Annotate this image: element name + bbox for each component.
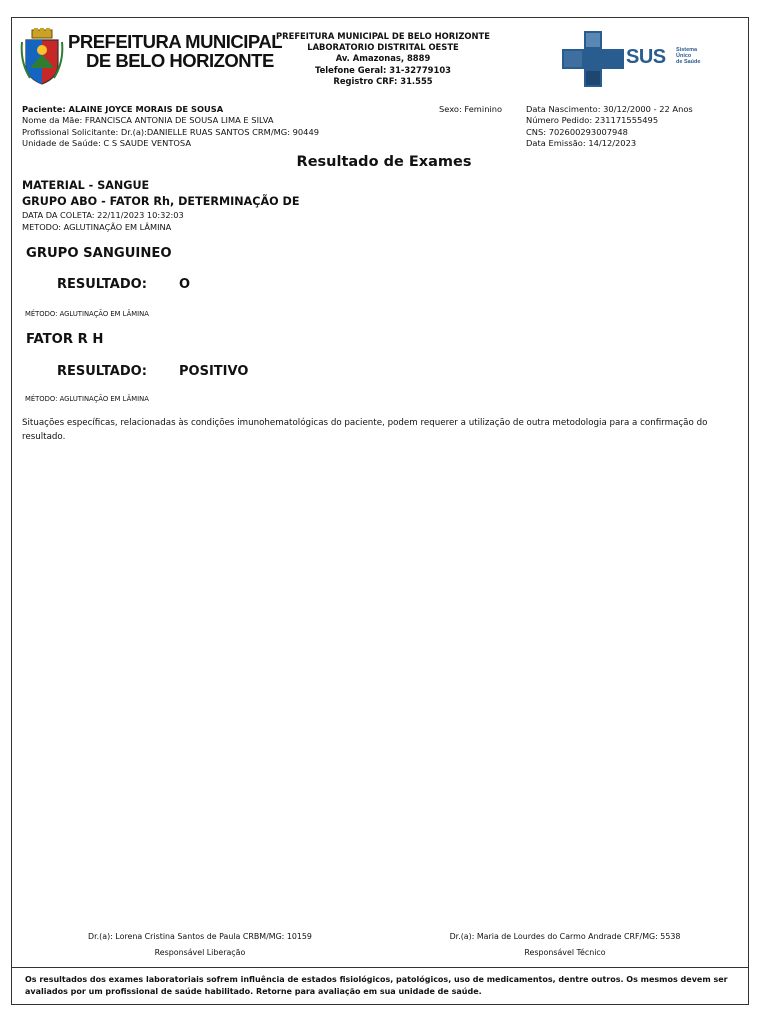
collection-date: DATA DA COLETA: 22/11/2023 10:32:03 [22, 210, 184, 220]
sus-sub-1: Sistema [676, 47, 698, 53]
lab-name: LABORATORIO DISTRITAL OESTE [307, 42, 459, 53]
mother-name: Nome da Mãe: FRANCISCA ANTONIA DE SOUSA LIMA E SILVA [22, 115, 274, 126]
birth-date: Data Nascimento: 30/12/2000 - 22 Anos [526, 104, 693, 114]
result-value-blood-group: O [179, 277, 191, 292]
footer-disclaimer: Os resultados dos exames laboratoriais sofrem influência de estados fisiológicos, patológicos, uso de medicamentos, dentre outros. Os mesmos devem ser avaliados por um profissional de saúde habilitado. Retorne para avaliação em sua unidade de saúde. [25, 975, 728, 996]
exam-method: METODO: AGLUTINAÇÃO EM LÂMINA [22, 222, 172, 232]
requesting-professional: Profissional Solicitante: Dr.(a):DANIELLE RUAS SANTOS CRM/MG: 90449 [22, 126, 320, 137]
footer-divider [11, 967, 749, 968]
page-title: Resultado de Exames [296, 154, 472, 170]
cns-number: CNS: 702600293007948 [526, 126, 628, 137]
patient-info-left [22, 104, 319, 149]
org-name: PREFEITURA MUNICIPAL DE BELO HORIZONTE [276, 31, 490, 41]
coat-of-arms-icon [20, 28, 64, 88]
signature-release [50, 929, 350, 960]
signature-technical [415, 929, 715, 960]
section-rh-factor: FATOR R H [26, 332, 104, 347]
health-unit: Unidade de Saúde: C S SAUDE VENTOSA [22, 137, 192, 148]
sus-logo [562, 31, 710, 87]
pbh-logo-line2: DE BELO HORIZONTE [86, 50, 274, 71]
lab-phone: Telefone Geral: 31-32779103 [314, 64, 451, 75]
pbh-logo [20, 28, 283, 90]
section-blood-group: GRUPO SANGUINEO [26, 246, 172, 261]
patient-sex [439, 104, 502, 115]
issue-date: Data Emissão: 14/12/2023 [526, 137, 637, 148]
patient-info-right [526, 104, 693, 149]
exam-material: MATERIAL - SANGUE [22, 179, 150, 192]
signature-release-name: Dr.(a): Lorena Cristina Santos de Paula CRBM/MG: 10159 [88, 932, 312, 941]
result-note: Situações específicas, relacionadas às condições imunohematológicas do paciente, podem requerer a utilização de outra metodologia para a confirmação do resultado. [22, 418, 708, 442]
sus-logo-text: SUS [626, 46, 666, 68]
signature-release-role: Responsável Liberação [154, 947, 246, 957]
result-value-rh-factor: POSITIVO [179, 364, 249, 379]
lab-header [233, 31, 533, 87]
patient-name: Paciente: ALAINE JOYCE MORAIS DE SOUSA [22, 104, 224, 114]
order-number: Número Pedido: 231171555495 [526, 115, 659, 126]
result-label-blood-group: RESULTADO: [57, 277, 147, 292]
method-blood-group: MÉTODO: AGLUTINAÇÃO EM LÂMINA [25, 310, 149, 318]
sus-sub-3: de Saúde [676, 59, 701, 66]
lab-address: Av. Amazonas, 8889 [335, 53, 431, 64]
signature-technical-name: Dr.(a): Maria de Lourdes do Carmo Andrade CRF/MG: 5538 [449, 932, 681, 941]
sus-sub-2: Único [676, 53, 692, 60]
method-rh-factor: MÉTODO: AGLUTINAÇÃO EM LÂMINA [25, 395, 149, 403]
result-label-rh-factor: RESULTADO: [57, 364, 147, 379]
patient-sex-value: Sexo: Feminino [439, 104, 503, 114]
exam-name: GRUPO ABO - FATOR Rh, DETERMINAÇÃO DE [22, 195, 300, 208]
lab-crf: Registro CRF: 31.555 [333, 75, 433, 86]
pbh-logo-line1: PREFEITURA MUNICIPAL [68, 31, 283, 52]
signature-technical-role: Responsável Técnico [524, 947, 606, 957]
sus-logo-subtitle [676, 47, 700, 66]
